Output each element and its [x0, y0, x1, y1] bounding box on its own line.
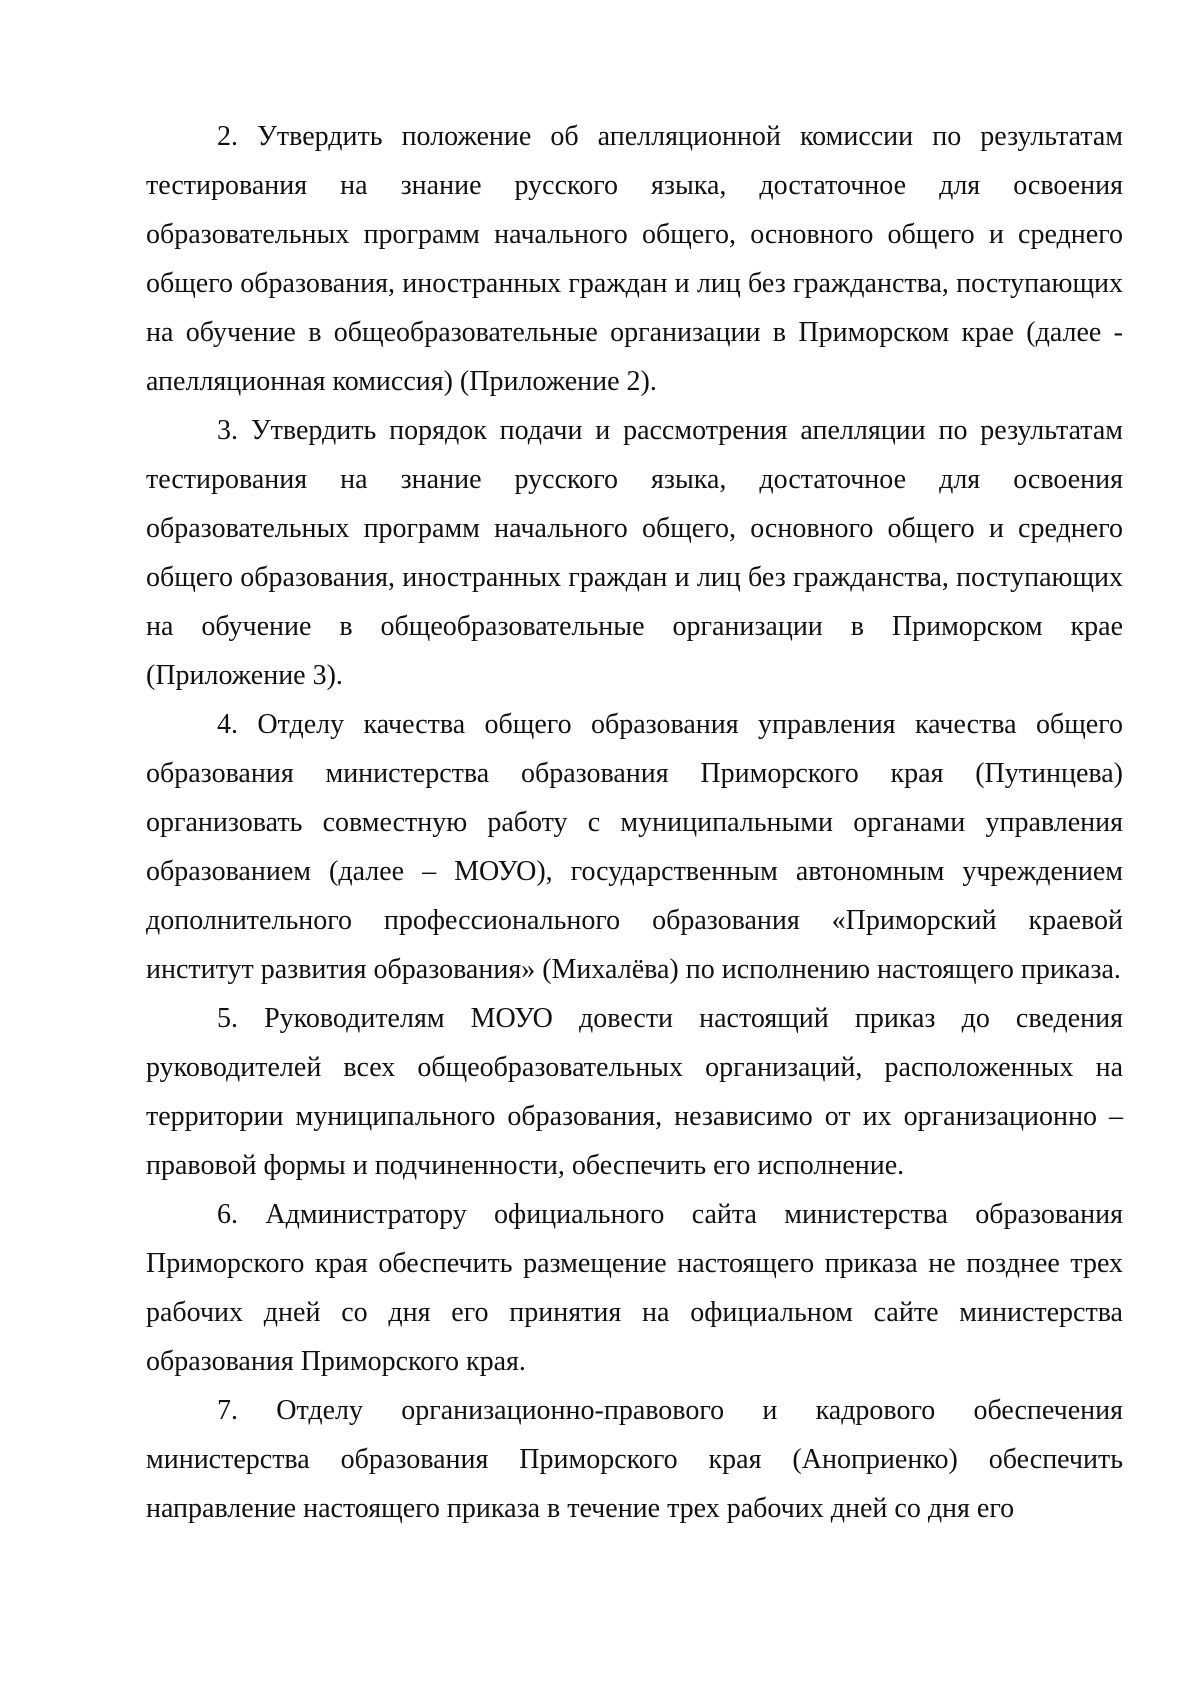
document-body [146, 112, 1123, 1533]
paragraph-5: 5. Руководителям МОУО довести настоящий приказ до сведения руководителей всех общеобразовательных организаций, расположенных на территории муниципального образования, независимо от их организационно – правовой формы и подчиненности, обеспечить его исполнение. [146, 1003, 1123, 1181]
paragraph-2: 2. Утвердить положение об апелляционной комиссии по результатам тестирования на знание русского языка, достаточное для освоения образовательных программ начального общего, основного общего и среднего общего образования, иностранных граждан и лиц без гражданства, поступающих на обучение в общеобразовательные организации в Приморском крае (далее - апелляционная комиссия) (Приложение 2). [146, 121, 1123, 397]
paragraph-3: 3. Утвердить порядок подачи и рассмотрения апелляции по результатам тестирования на знание русского языка, достаточное для освоения образовательных программ начального общего, основного общего и среднего общего образования, иностранных граждан и лиц без гражданства, поступающих на обучение в общеобразовательные организации в Приморском крае (Приложение 3). [146, 415, 1123, 691]
paragraph-4: 4. Отделу качества общего образования управления качества общего образования министерства образования Приморского края (Путинцева) организовать совместную работу с муниципальными органами управления образованием (далее – МОУО), государственным автономным учреждением дополнительного профессионального образования «Приморский краевой институт развития образования» (Михалёва) по исполнению настоящего приказа. [146, 709, 1123, 985]
paragraph-6: 6. Администратору официального сайта министерства образования Приморского края обеспечить размещение настоящего приказа не позднее трех рабочих дней со дня его принятия на официальном сайте министерства образования Приморского края. [146, 1199, 1123, 1377]
paragraph-7: 7. Отделу организационно-правового и кадрового обеспечения министерства образования Приморского края (Аноприенко) обеспечить направление настоящего приказа в течение трех рабочих дней со дня его [146, 1395, 1123, 1524]
